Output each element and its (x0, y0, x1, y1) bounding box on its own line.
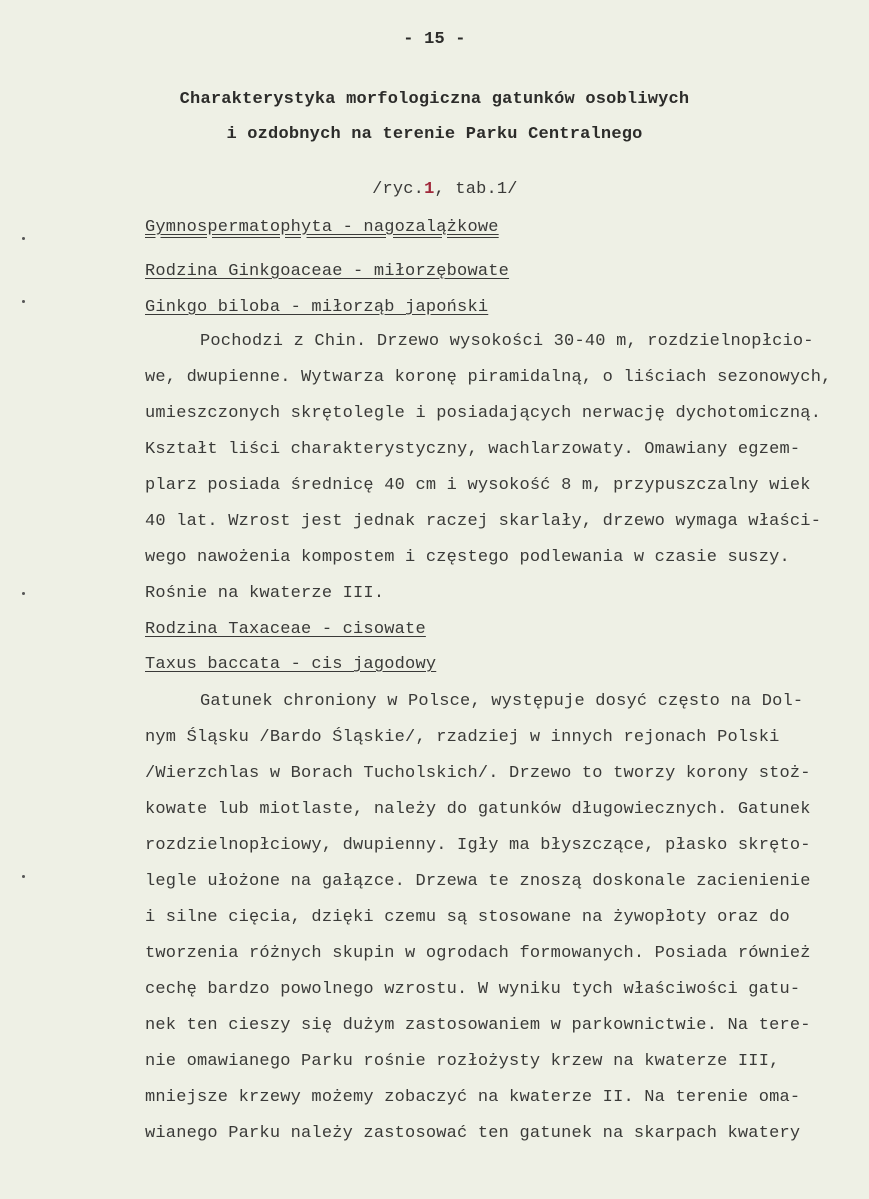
text-line: kowate lub miotlaste, należy do gatunków długowiecznych. Gatunek (145, 800, 811, 819)
text-line: rozdzielnopłciowy, dwupienny. Igły ma błyszczące, płasko skręto- (145, 836, 811, 855)
text-line: cechę bardzo powolnego wzrostu. W wyniku tych właściwości gatu- (145, 980, 801, 999)
heading-species-ginkgo: Ginkgo biloba - miłorząb japoński (145, 298, 489, 317)
figure-number-handwritten: 1 (424, 180, 435, 199)
text-line: Pochodzi z Chin. Drzewo wysokości 30-40 m, rozdzielnopłcio- (200, 332, 814, 351)
page-number: - 15 - (403, 30, 466, 49)
heading-division: Gymnospermatophyta - nagozalążkowe (145, 218, 499, 237)
text-line: legle ułożone na gałązce. Drzewa te znoszą doskonale zacienienie (145, 872, 811, 891)
reference-prefix: /ryc. (372, 180, 425, 199)
text-line: i silne cięcia, dzięki czemu są stosowane na żywopłoty oraz do (145, 908, 790, 927)
text-line: wego nawożenia kompostem i częstego podlewania w czasie suszy. (145, 548, 790, 567)
title-line-2: i ozdobnych na terenie Parku Centralnego (226, 125, 643, 144)
text-line: nym Śląsku /Bardo Śląskie/, rzadziej w innych rejonach Polski (145, 728, 780, 747)
margin-mark (22, 237, 25, 240)
margin-mark (22, 875, 25, 878)
text-line: Rośnie na kwaterze III. (145, 584, 385, 603)
text-line: 40 lat. Wzrost jest jednak raczej skarlały, drzewo wymaga właści- (145, 512, 822, 531)
title-reference (0, 160, 869, 200)
text-line: Kształt liści charakterystyczny, wachlarzowaty. Omawiany egzem- (145, 440, 801, 459)
heading-family-ginkgoaceae: Rodzina Ginkgoaceae - miłorzębowate (145, 262, 510, 281)
title-line-1: Charakterystyka morfologiczna gatunków osobliwych (179, 90, 690, 109)
text-line: nek ten cieszy się dużym zastosowaniem w parkownictwie. Na tere- (145, 1016, 811, 1035)
text-line: umieszczonych skrętolegle i posiadających nerwację dychotomiczną. (145, 404, 822, 423)
text-line: Gatunek chroniony w Polsce, występuje dosyć często na Dol- (200, 692, 804, 711)
margin-mark (22, 592, 25, 595)
text-line: tworzenia różnych skupin w ogrodach formowanych. Posiada również (145, 944, 811, 963)
margin-mark (22, 300, 25, 303)
text-line: wianego Parku należy zastosować ten gatunek na skarpach kwatery (145, 1124, 801, 1143)
text-line: nie omawianego Parku rośnie rozłożysty krzew na kwaterze III, (145, 1052, 780, 1071)
text-line: /Wierzchlas w Borach Tucholskich/. Drzewo to tworzy korony stoż- (145, 764, 811, 783)
text-line: mniejsze krzewy możemy zobaczyć na kwaterze II. Na terenie oma- (145, 1088, 801, 1107)
text-line: we, dwupienne. Wytwarza koronę piramidalną, o liściach sezonowych, (145, 368, 832, 387)
heading-species-taxus: Taxus baccata - cis jagodowy (145, 655, 437, 674)
text-line: plarz posiada średnicę 40 cm i wysokość 8 m, przypuszczalny wiek (145, 476, 811, 495)
heading-family-taxaceae: Rodzina Taxaceae - cisowate (145, 620, 426, 639)
reference-suffix: , tab.1/ (434, 180, 518, 199)
